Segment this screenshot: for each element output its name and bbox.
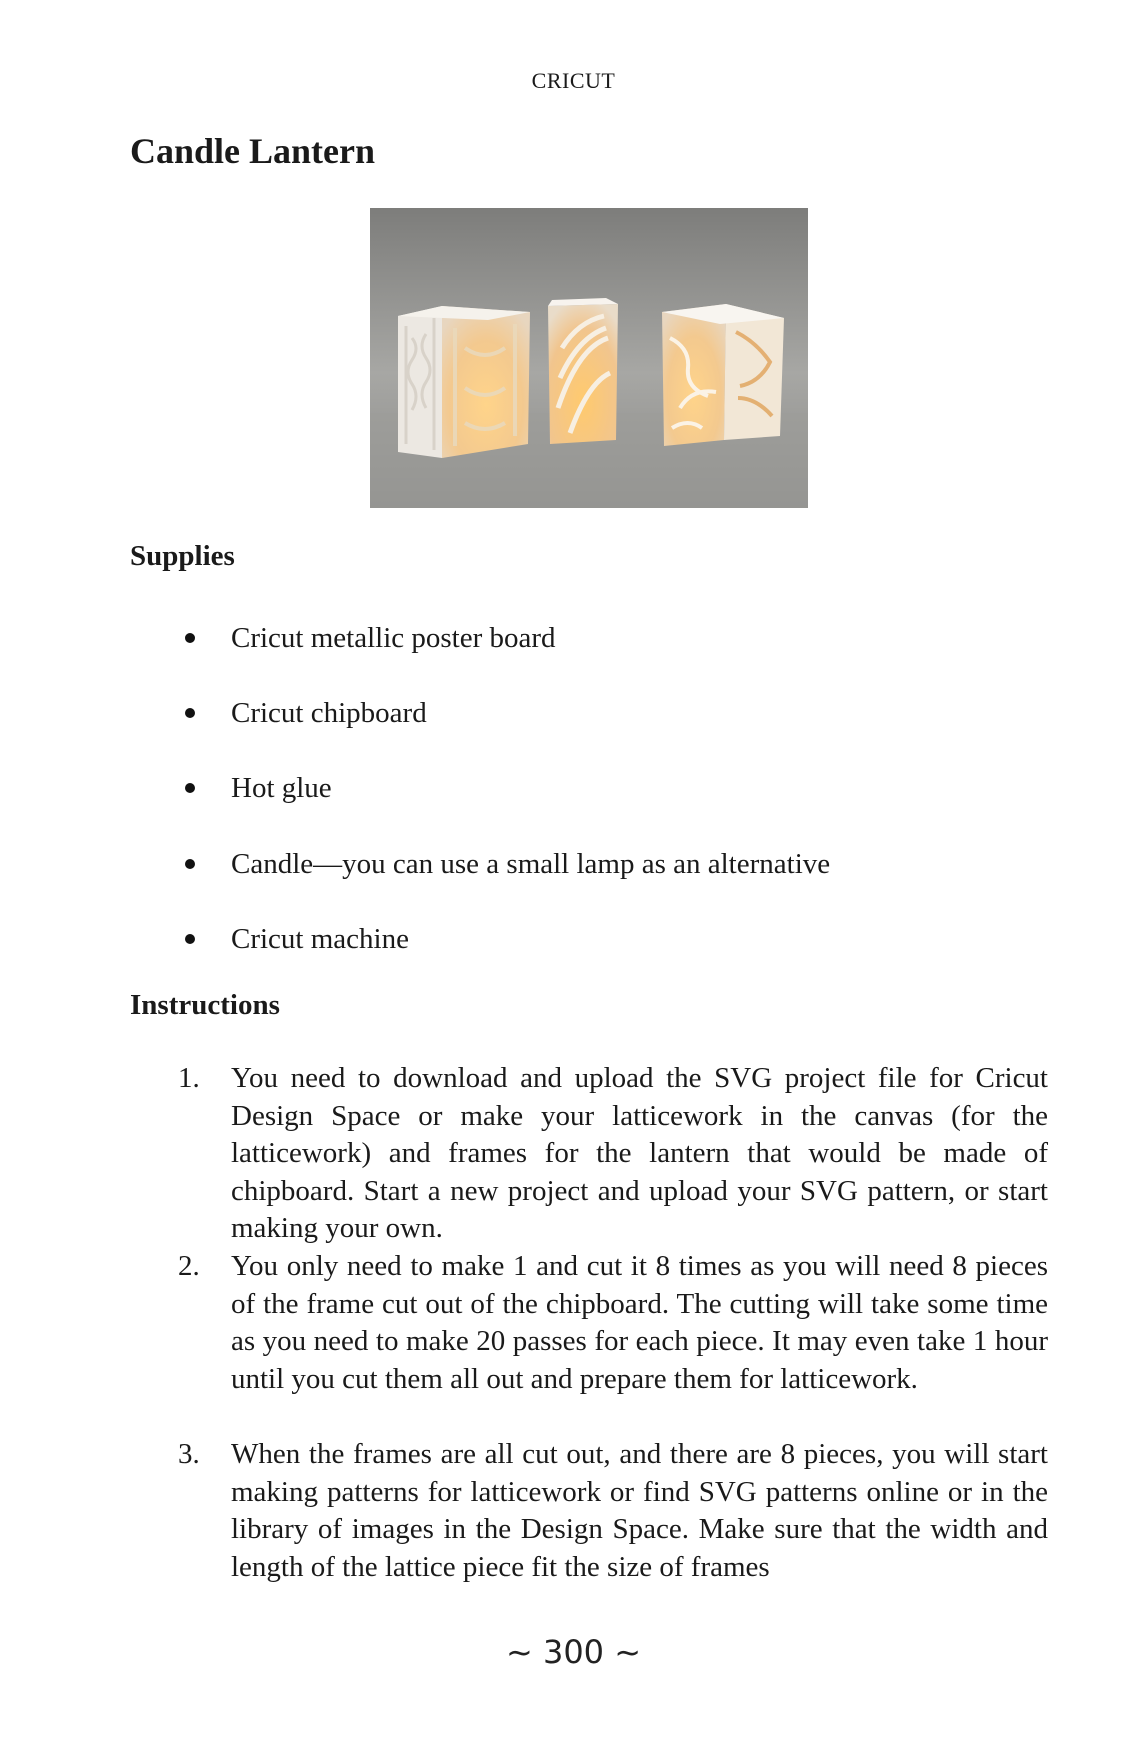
page-number: ~ 300 ~ (505, 1633, 642, 1671)
step-text: When the frames are all cut out, and there are 8 pieces, you will start making patterns for latticework or find SVG patterns online or in the library of images in the Design Space. Make sure that the width and length of the lattice piece fit the size of frames (231, 1438, 1048, 1583)
bullet-icon (185, 934, 195, 944)
lantern-middle (548, 298, 618, 444)
lantern-photo (370, 208, 808, 508)
supply-item-text: Cricut machine (231, 923, 409, 955)
instructions-heading: Instructions (130, 989, 280, 1021)
lantern-left (398, 306, 530, 458)
bullet-icon (185, 708, 195, 718)
supplies-heading: Supplies (130, 540, 235, 572)
step-number: 1. (178, 1062, 200, 1094)
bullet-icon (185, 783, 195, 793)
page-title: Candle Lantern (130, 131, 376, 171)
step-number: 3. (178, 1438, 200, 1470)
step-text: You need to download and upload the SVG project file for Cricut Design Space or make your latticework in the canvas (for the latticework) and frames for the lantern that would be made of chipboard. Start a new project and upload your SVG pattern, or start making your own. (231, 1062, 1048, 1244)
supply-item-text: Candle—you can use a small lamp as an alternative (231, 848, 831, 880)
supply-item-text: Cricut chipboard (231, 697, 427, 729)
bullet-icon (185, 859, 195, 869)
supply-item-text: Hot glue (231, 772, 332, 804)
step-text: You only need to make 1 and cut it 8 times as you will need 8 pieces of the frame cut out of the chipboard. The cutting will take some time as you need to make 20 passes for each piece. It may even take 1 hour until you cut them all out and prepare them for latticework. (231, 1250, 1048, 1395)
lantern-right (662, 304, 784, 446)
supply-item-text: Cricut metallic poster board (231, 622, 556, 654)
lantern-photo-illustration (370, 208, 808, 508)
running-header: CRICUT (531, 68, 616, 93)
bullet-icon (185, 633, 195, 643)
step-number: 2. (178, 1250, 200, 1282)
